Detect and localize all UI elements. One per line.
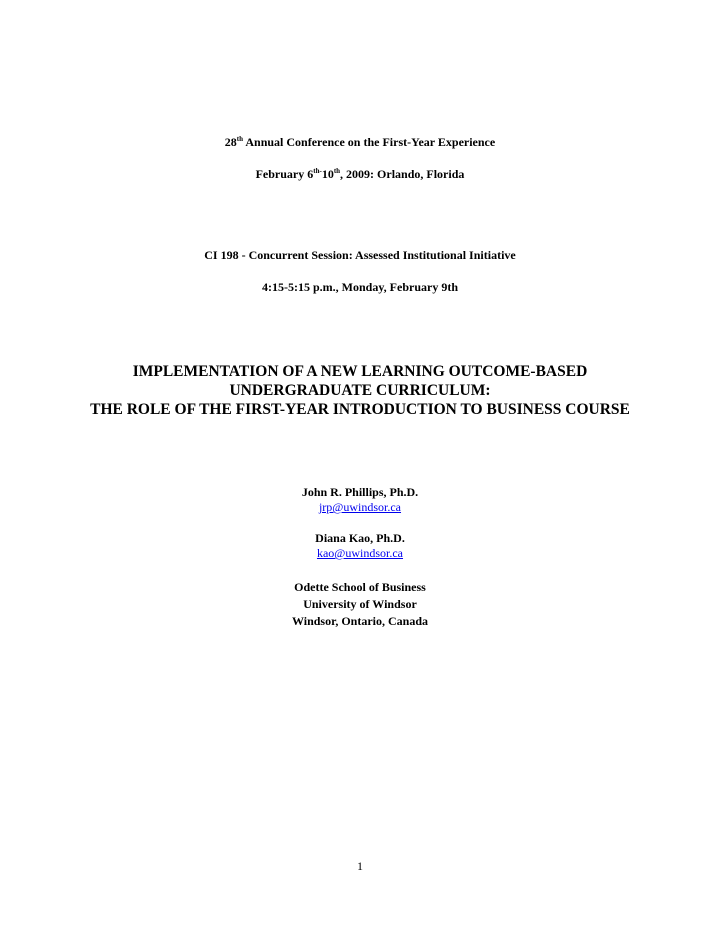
dates-sup-1: th-	[313, 167, 322, 175]
session-time: 4:15-5:15 p.m., Monday, February 9th	[262, 280, 458, 294]
paper-title-line-1: IMPLEMENTATION OF A NEW LEARNING OUTCOME-BASED	[132, 363, 588, 380]
author-email-link[interactable]: kao@uwindsor.ca	[316, 546, 404, 560]
affiliation-university: University of Windsor	[303, 597, 417, 611]
affiliation-location: Windsor, Ontario, Canada	[291, 614, 429, 628]
page-number: 1	[357, 859, 363, 873]
affiliation-school: Odette School of Business	[294, 580, 426, 594]
conference-title: Annual Conference on the First-Year Experience	[243, 135, 496, 149]
author-name: John R. Phillips, Ph.D.	[301, 485, 419, 499]
author-email-link[interactable]: jrp@uwindsor.ca	[318, 500, 402, 514]
paper-title-line-2: UNDERGRADUATE CURRICULUM:	[229, 382, 491, 399]
paper-title-line-3: THE ROLE OF THE FIRST-YEAR INTRODUCTION TO BUSINESS COURSE	[90, 401, 630, 418]
conference-name	[0, 135, 720, 149]
dates-sup-2: th	[333, 167, 341, 175]
author-name: Diana Kao, Ph.D.	[315, 531, 405, 545]
session-title: CI 198 - Concurrent Session: Assessed Institutional Initiative	[204, 248, 516, 262]
dates-suffix: , 2009: Orlando, Florida	[340, 167, 465, 181]
dates-mid: 10	[321, 167, 334, 181]
author-email-row	[0, 500, 720, 514]
dates-prefix: February 6	[255, 167, 314, 181]
conference-ordinal: 28	[224, 135, 237, 149]
conference-dates	[0, 167, 720, 181]
conference-ordinal-suffix: th	[236, 135, 244, 143]
author-email-row	[0, 546, 720, 560]
